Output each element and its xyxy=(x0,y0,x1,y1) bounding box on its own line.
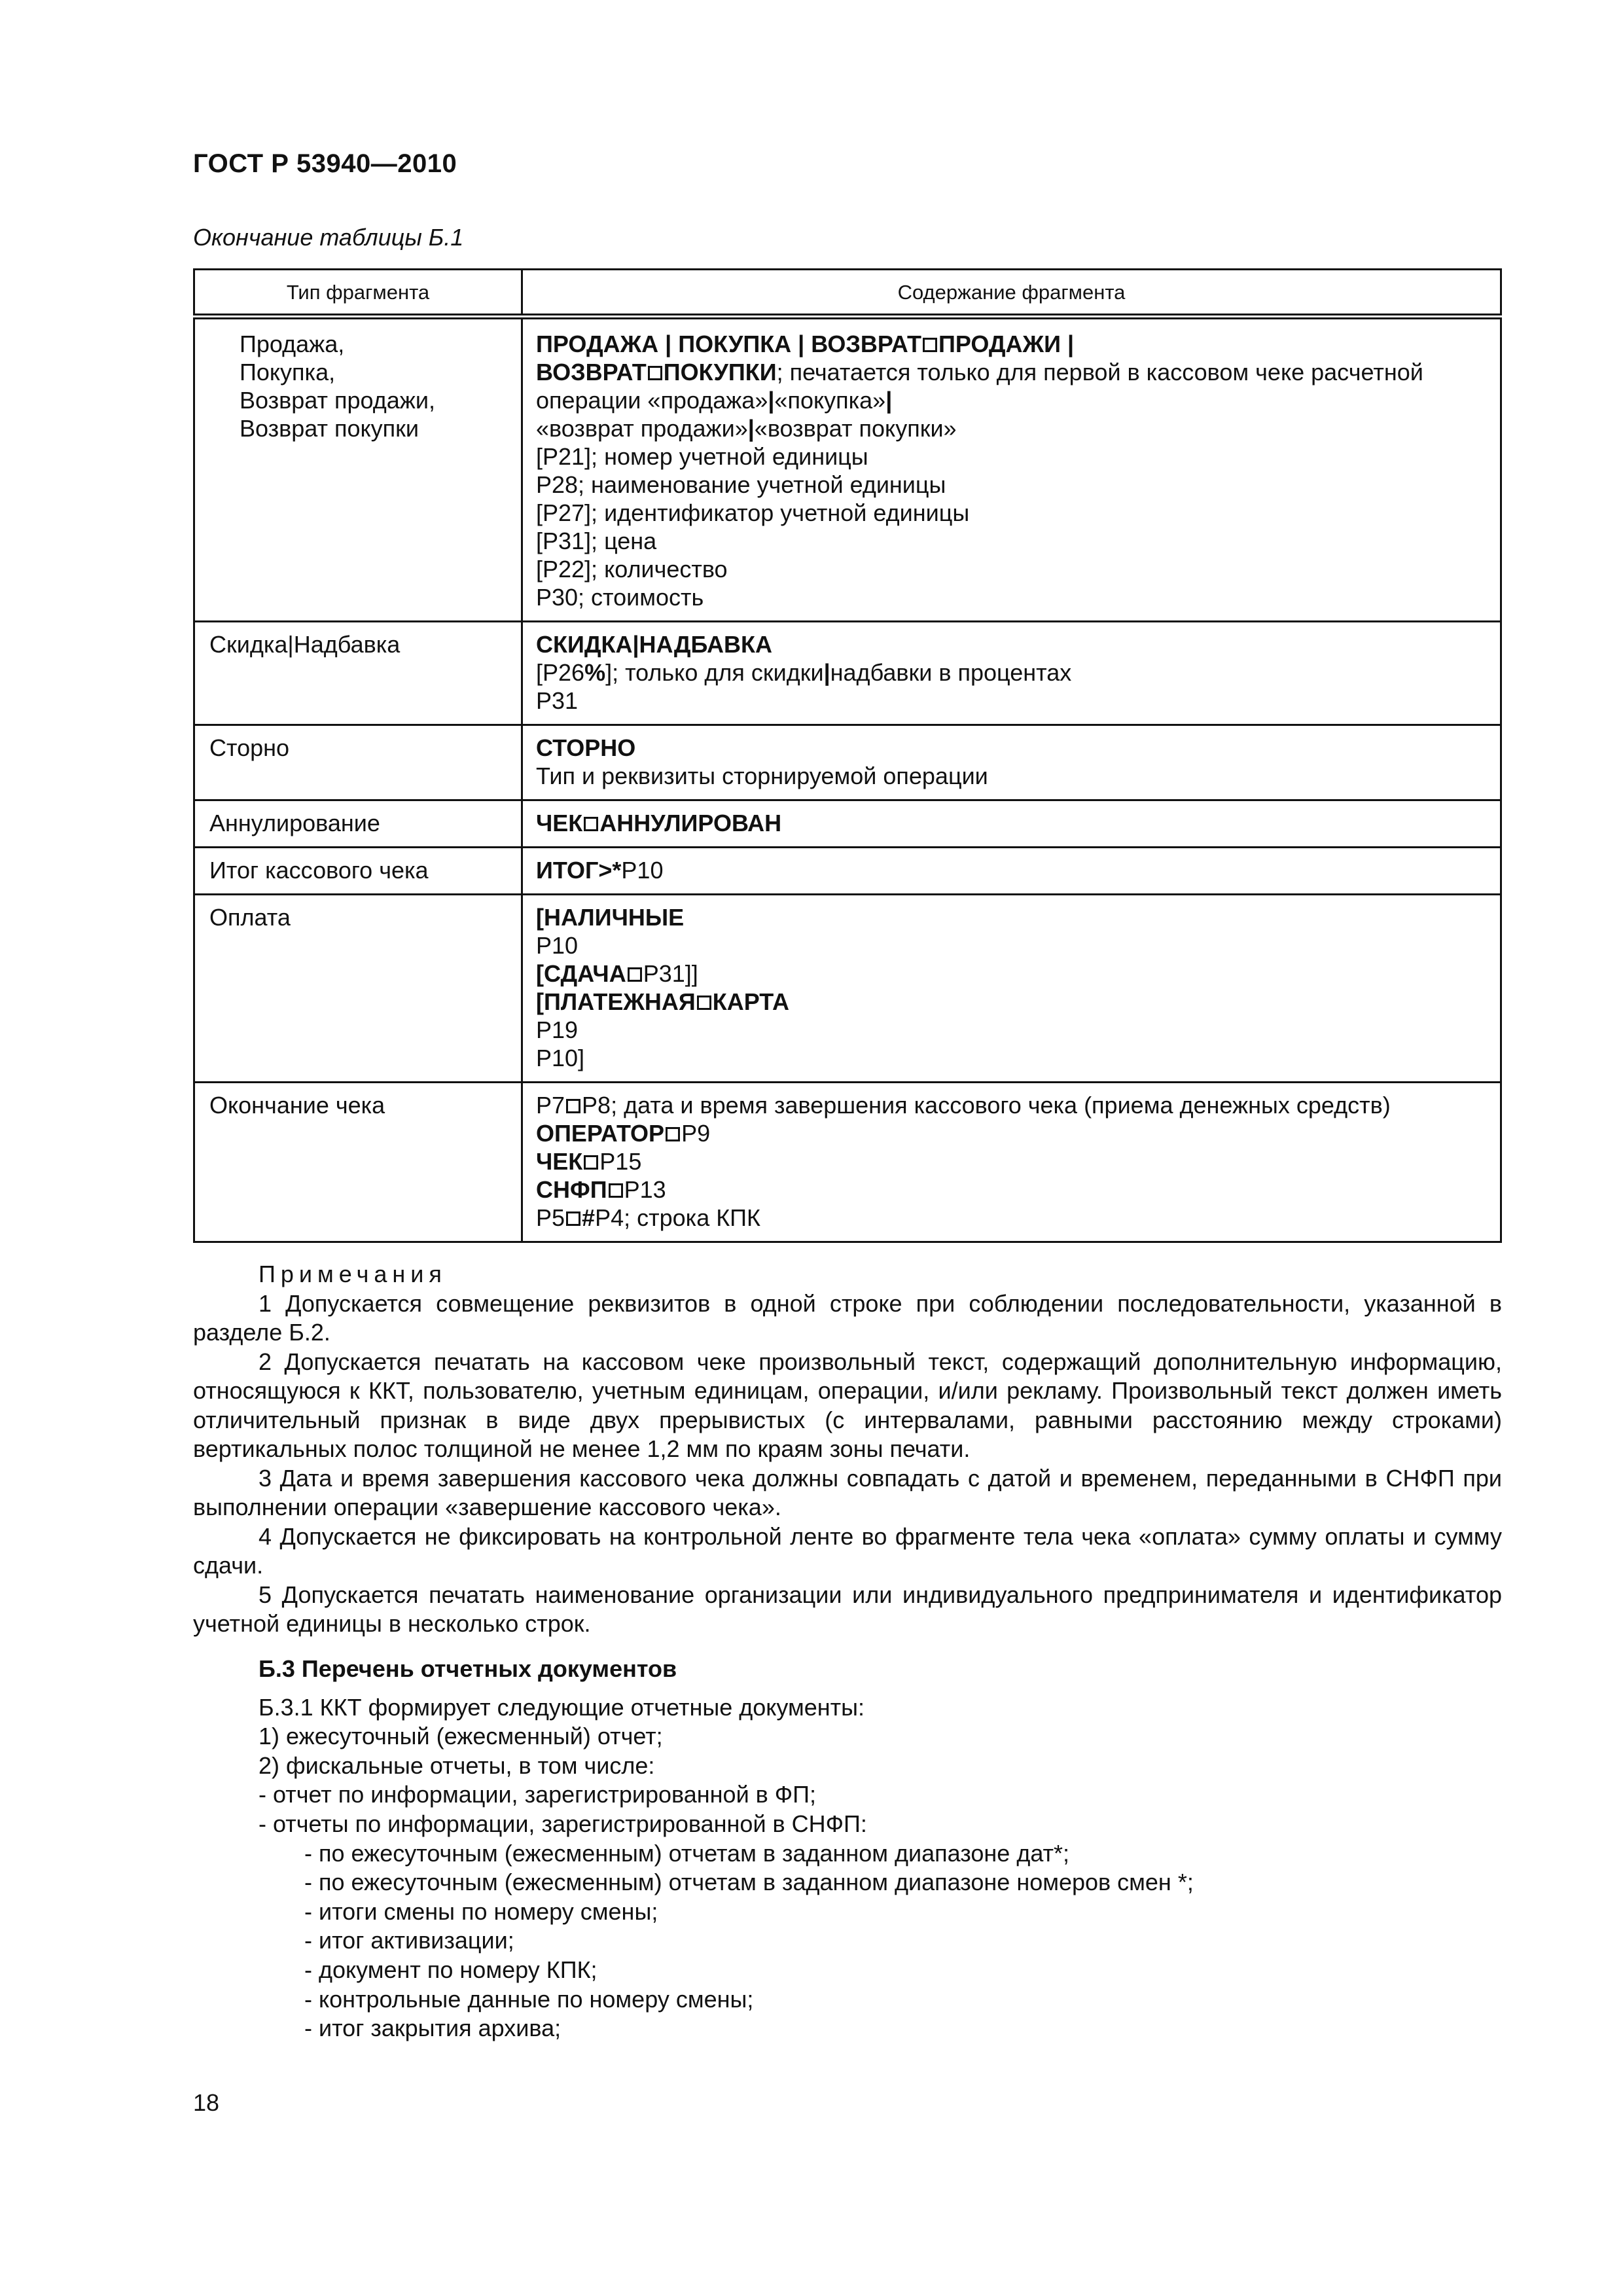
space-symbol-icon xyxy=(566,1099,580,1113)
keyword: ПРОДАЖИ | xyxy=(938,331,1075,357)
keyword: СНФП xyxy=(536,1176,607,1203)
column-header-content: Содержание фрагмента xyxy=(522,270,1501,317)
document-header: ГОСТ Р 53940—2010 xyxy=(193,149,457,178)
content-text: Р4; строка КПК xyxy=(595,1204,761,1231)
space-symbol-icon xyxy=(697,996,711,1010)
content-text: «возврат покупки» xyxy=(754,415,957,442)
fragment-type-cell: Скидка|Надбавка xyxy=(194,622,522,725)
list-item: - отчеты по информации, зарегистрированной в СНФП: xyxy=(259,1810,867,1837)
fragment-type: Покупка, xyxy=(240,359,336,386)
content-line: [Р22]; количество xyxy=(536,556,728,583)
keyword: | xyxy=(823,659,830,686)
fragment-type-cell: Аннулирование xyxy=(194,800,522,848)
space-symbol-icon xyxy=(609,1183,623,1198)
list-item: - документ по номеру КПК; xyxy=(304,1956,597,1983)
keyword: ПОКУПКИ xyxy=(663,359,777,386)
table-row xyxy=(194,895,1501,1083)
space-symbol-icon xyxy=(566,1211,580,1226)
space-symbol-icon xyxy=(648,366,662,380)
page-number: 18 xyxy=(193,2089,220,2116)
fragment-content-cell xyxy=(522,622,1501,725)
content-text: Р31]] xyxy=(643,960,698,987)
note-item: 1 Допускается совмещение реквизитов в одной строке при соблюдении последовательности, указанной в разделе Б.2. xyxy=(193,1289,1502,1346)
content-line: [Р27]; идентификатор учетной единицы xyxy=(536,499,970,526)
keyword: ЧЕК xyxy=(536,1148,583,1175)
keyword: | xyxy=(885,387,893,414)
content-text: «покупка» xyxy=(774,387,886,414)
fragment-type: Возврат продажи, xyxy=(240,387,435,414)
keyword: КАРТА xyxy=(712,988,789,1015)
keyword: ОПЕРАТОР xyxy=(536,1120,665,1147)
content-line: Р19 xyxy=(536,1016,579,1043)
keyword: % xyxy=(584,659,606,686)
content-line: Р10 xyxy=(536,932,579,959)
section-b3 xyxy=(193,1655,1502,2043)
list-item: 1) ежесуточный (ежесменный) отчет; xyxy=(259,1723,663,1750)
content-line: Р28; наименование учетной единицы xyxy=(536,471,946,498)
note-item: 3 Дата и время завершения кассового чека должны совпадать с датой и временем, переданными в СНФП при выполнении операции «завершение кассового чека». xyxy=(193,1464,1502,1520)
column-header-type: Тип фрагмента xyxy=(194,270,522,317)
fragment-type-cell: Окончание чека xyxy=(194,1083,522,1242)
fragment-type: Продажа, xyxy=(240,331,345,357)
keyword: АННУЛИРОВАН xyxy=(599,810,782,836)
fragment-type-cell: Оплата xyxy=(194,895,522,1083)
fragment-type-cell xyxy=(194,317,522,622)
keyword: | xyxy=(747,415,755,442)
fragment-content-cell xyxy=(522,848,1501,895)
content-line: Р31 xyxy=(536,687,579,714)
fragment-content-cell xyxy=(522,1083,1501,1242)
list-item: - по ежесуточным (ежесменным) отчетам в заданном диапазоне номеров смен *; xyxy=(304,1869,1194,1896)
keyword: [ xyxy=(536,904,544,931)
keyword: [ xyxy=(536,988,544,1015)
content-line: [Р21]; номер учетной единицы xyxy=(536,443,868,470)
content-text: ; печатается только для первой в кассовом чеке расчетной xyxy=(776,359,1423,386)
list-item: - отчет по информации, зарегистрированной в ФП; xyxy=(259,1781,817,1808)
content-text: Р8; дата и время завершения кассового чека (приема денежных средств) xyxy=(582,1092,1391,1119)
fragment-content-cell xyxy=(522,800,1501,848)
content-text: Р7 xyxy=(536,1092,565,1119)
space-symbol-icon xyxy=(923,338,937,352)
notes-title: Примечания xyxy=(259,1261,447,1287)
content-line: [Р31]; цена xyxy=(536,528,657,554)
table-caption: Окончание таблицы Б.1 xyxy=(193,224,464,251)
table-row xyxy=(194,725,1501,800)
content-text: «возврат продажи» xyxy=(536,415,748,442)
list-item: 2) фискальные отчеты, в том числе: xyxy=(259,1751,655,1779)
table-row xyxy=(194,317,1501,622)
content-text: операции «продажа» xyxy=(536,387,768,414)
note-item: 2 Допускается печатать на кассовом чеке произвольный текст, содержащий дополнительную информацию, относящуюся к ККТ, пользователю, учетным единицам, операции, и/или рекламу. Произвольный текст должен иметь отличительный признак в виде двух прерывистых (с интервалами, равными расстоянию между строками) вертикальных полос толщиной не менее 1,2 мм по краям зоны печати. xyxy=(193,1348,1502,1462)
table-row xyxy=(194,800,1501,848)
keyword: НАЛИЧНЫЕ xyxy=(544,904,685,931)
table-row xyxy=(194,848,1501,895)
section-paragraph: Б.3.1 ККТ формирует следующие отчетные документы: xyxy=(259,1693,865,1721)
keyword: ИТОГ>* xyxy=(536,857,622,884)
content-text: Р15 xyxy=(599,1148,642,1175)
keyword: ПРОДАЖА | ПОКУПКА | ВОЗВРАТ xyxy=(536,331,921,357)
section-title: Б.3 Перечень отчетных документов xyxy=(259,1655,677,1682)
space-symbol-icon xyxy=(584,817,598,831)
keyword: ПЛАТЕЖНАЯ xyxy=(544,988,696,1015)
fragment-table xyxy=(193,268,1502,1243)
keyword: ЧЕК xyxy=(536,810,583,836)
content-line: Р30; стоимость xyxy=(536,584,704,611)
keyword: СТОРНО xyxy=(536,734,636,761)
fragment-content-cell xyxy=(522,317,1501,622)
list-item: - контрольные данные по номеру смены; xyxy=(304,1985,754,2013)
content-text: Р13 xyxy=(624,1176,666,1203)
list-item: - по ежесуточным (ежесменным) отчетам в заданном диапазоне дат*; xyxy=(304,1839,1070,1867)
content-text: Р10 xyxy=(621,857,664,884)
space-symbol-icon xyxy=(584,1155,598,1170)
keyword: СДАЧА xyxy=(544,960,626,987)
keyword: [ xyxy=(536,960,544,987)
fragment-type-cell: Итог кассового чека xyxy=(194,848,522,895)
space-symbol-icon xyxy=(628,967,642,982)
note-item: 5 Допускается печатать наименование организации или индивидуального предпринимателя и идентификатор учетной единицы в несколько строк. xyxy=(193,1581,1502,1637)
table-row xyxy=(194,622,1501,725)
notes-block xyxy=(193,1260,1502,1639)
fragment-type: Возврат покупки xyxy=(240,415,419,442)
table-row xyxy=(194,1083,1501,1242)
list-item: - итоги смены по номеру смены; xyxy=(304,1897,658,1925)
keyword: | xyxy=(768,387,775,414)
content-text: Р9 xyxy=(681,1120,711,1147)
content-line: Тип и реквизиты сторнируемой операции xyxy=(536,762,988,789)
content-text: Р5 xyxy=(536,1204,565,1231)
content-text: [Р26 xyxy=(536,659,585,686)
note-item: 4 Допускается не фиксировать на контрольной ленте во фрагменте тела чека «оплата» сумму оплаты и сумму сдачи. xyxy=(193,1522,1502,1579)
keyword: ВОЗВРАТ xyxy=(536,359,647,386)
space-symbol-icon xyxy=(666,1127,680,1141)
content-line: Р10] xyxy=(536,1045,585,1071)
content-text: ]; только для скидки xyxy=(605,659,824,686)
fragment-type-cell: Сторно xyxy=(194,725,522,800)
fragment-content-cell xyxy=(522,895,1501,1083)
keyword: # xyxy=(582,1204,596,1231)
fragment-content-cell xyxy=(522,725,1501,800)
keyword: СКИДКА|НАДБАВКА xyxy=(536,631,772,658)
list-item: - итог закрытия архива; xyxy=(304,2015,562,2042)
list-item: - итог активизации; xyxy=(304,1927,514,1954)
content-text: надбавки в процентах xyxy=(830,659,1072,686)
